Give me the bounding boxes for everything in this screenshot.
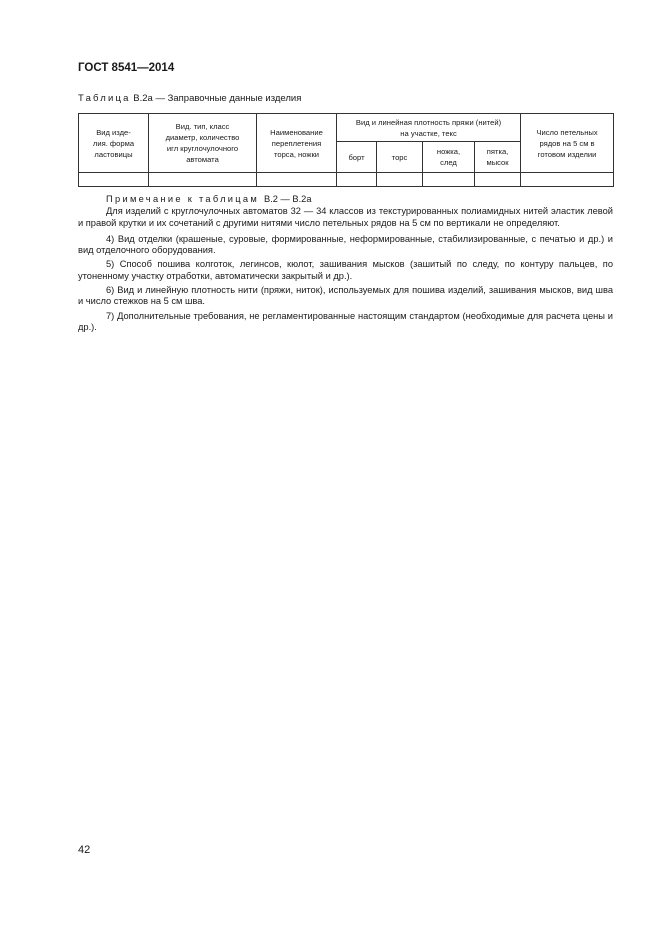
note-paragraph-7: 7) Дополнительные требования, не регламентированные настоящим стандартом (необходимые для расчета цены и др.). [78, 310, 613, 332]
table-number: В.2а [133, 93, 153, 104]
note-title: Примечание к таблицам В.2 — В.2а [106, 194, 312, 204]
header-welt: борт [337, 142, 377, 173]
caption-dash: — [155, 93, 165, 104]
document-header: ГОСТ 8541—2014 [78, 62, 175, 74]
table-cell [475, 173, 521, 187]
table-cell [521, 173, 614, 187]
header-weave-name: Наименование переплетения торса, ножки [257, 114, 337, 173]
header-machine-type: Вид. тип, класс диаметр, количество игл круглочулочного автомата [149, 114, 257, 173]
filling-data-table [78, 113, 614, 187]
note-paragraph-1: Для изделий с круглочулочных автоматов 32 — 34 классов из текстурированных полиамидных нитей эластик левой и правой крутки и их сочетаний с другими нитями число петельных рядов на 5 см по вертикали не определяют. [78, 206, 613, 228]
table-cell [79, 173, 149, 187]
header-loop-rows: Число петельных рядов на 5 см в готовом изделии [521, 114, 614, 173]
table-word: Таблица [78, 93, 131, 104]
table-cell [423, 173, 475, 187]
header-heel-toe: пятка, мысок [475, 142, 521, 173]
table-caption [78, 93, 301, 104]
table-row [79, 173, 614, 187]
note-paragraph-5: 5) Способ пошива колготок, легинсов, кюлот, зашивания мысков (зашитый по следу, по контуру пальцев, по утоненному участку отработки, автоматически закрытый и др.). [78, 259, 613, 281]
table-cell [149, 173, 257, 187]
header-leg-foot: ножка, след [423, 142, 475, 173]
note-paragraph-4: 4) Вид отделки (крашеные, суровые, формированные, неформированные, стабилизированные, с печатью и др.) и вид отделочного оборудования. [78, 233, 613, 256]
note-paragraph-6: 6) Вид и линейную плотность нити (пряжи, ниток), используемых для пошива изделий, зашивания мысков, вид шва и число стежков на 5 см шва. [78, 285, 613, 307]
notes-section [78, 194, 613, 333]
header-torso: торс [377, 142, 423, 173]
table-cell [257, 173, 337, 187]
table-cell [377, 173, 423, 187]
page-number: 42 [78, 844, 91, 856]
header-yarn-density: Вид и линейная плотность пряжи (нитей) на участке, текс [337, 114, 521, 142]
header-product-type: Вид изде- лия. форма ластовицы [79, 114, 149, 173]
table-title: Заправочные данные изделия [167, 93, 302, 104]
table-cell [337, 173, 377, 187]
